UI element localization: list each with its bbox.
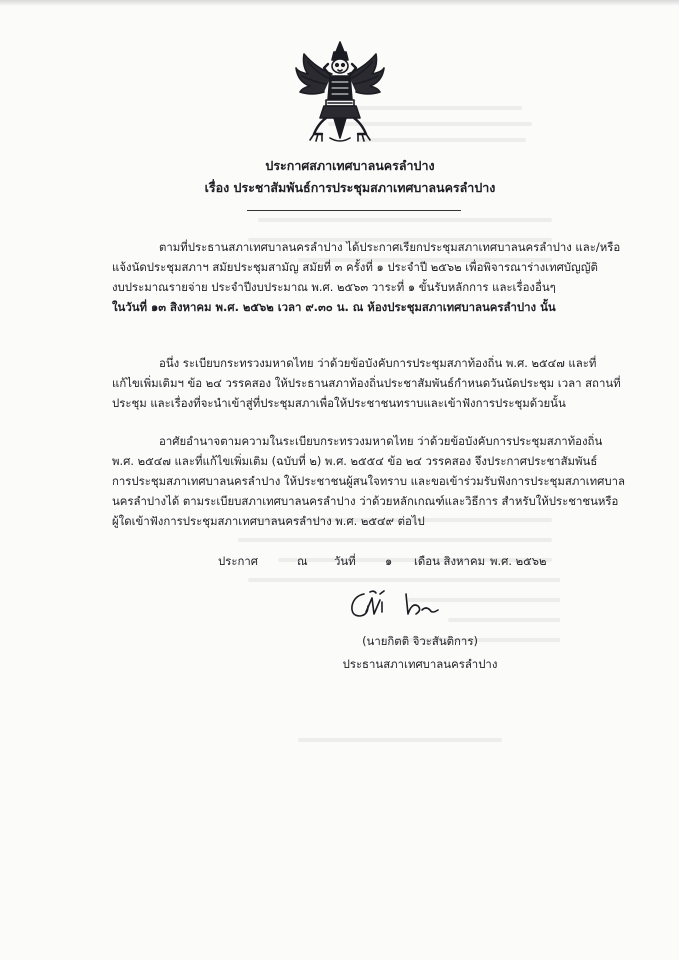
announced-label: ประกาศ	[218, 554, 258, 568]
paragraph-line: ประชุม และเรื่องที่จะนำเข้าสู่ที่ประชุมสภาเพื่อให้ประชาชนทราบและเข้าฟังการประชุมด้วยนั้น	[112, 396, 566, 410]
at-label: ณ	[297, 554, 308, 568]
paragraph-line: อาศัยอำนาจตามความในระเบียบกระทรวงมหาดไทย ว่าด้วยข้อบังคับการประชุมสภาท้องถิ่น	[159, 434, 603, 448]
paragraph-line: อนึ่ง ระเบียบกระทรวงมหาดไทย ว่าด้วยข้อบังคับการประชุมสภาท้องถิ่น พ.ศ. ๒๕๔๗ และที่	[159, 356, 597, 370]
garuda-emblem-icon	[294, 38, 386, 146]
paragraph-line: ตามที่ประธานสภาเทศบาลนครลำปาง ได้ประกาศเรียกประชุมสภาเทศบาลนครลำปาง และ/หรือ	[159, 240, 621, 254]
paragraph-line: นครลำปางได้ ตามระเบียบสภาเทศบาลนครลำปาง ว่าด้วยหลักเกณฑ์และวิธีการ สำหรับให้ประชาชนหรือ	[112, 494, 619, 508]
paragraph-line: ผู้ใดเข้าฟังการประชุมสภาเทศบาลนครลำปาง พ.ศ. ๒๕๔๙ ต่อไป	[112, 514, 425, 528]
announcement-title: ประกาศสภาเทศบาลนครลำปาง	[265, 158, 435, 173]
date-label: วันที่	[334, 554, 356, 568]
scan-edge-shadow	[0, 0, 679, 6]
paragraph-line: การประชุมสภาเทศบาลนครลำปาง ให้ประชาชนผู้สนใจทราบ และขอเข้าร่วมรับฟังการประชุมสภาเทศบาล	[112, 474, 625, 488]
signer-position: ประธานสภาเทศบาลนครลำปาง	[342, 657, 498, 671]
signer-name: (นายกิตติ จิวะสันติการ)	[362, 634, 478, 648]
handwritten-signature	[342, 588, 472, 624]
meeting-datetime-line: ในวันที่ ๑๓ สิงหาคม พ.ศ. ๒๕๖๒ เวลา ๙.๓๐ น. ณ ห้องประชุมสภาเทศบาลนครลำปาง นั้น	[112, 300, 556, 314]
title-underline	[247, 210, 461, 211]
date-month: เดือน สิงหาคม	[414, 554, 486, 568]
date-year: พ.ศ. ๒๕๖๒	[490, 554, 547, 568]
paragraph-line: งบประมาณรายจ่าย ประจำปีงบประมาณ พ.ศ. ๒๕๖๓ วาระที่ ๑ ขั้นรับหลักการ และเรื่องอื่นๆ	[112, 280, 556, 294]
paragraph-line: แก้ไขเพิ่มเติมฯ ข้อ ๒๔ วรรคสอง ให้ประธานสภาท้องถิ่นประชาสัมพันธ์กำหนดวันนัดประชุม เวลา สถานที่	[112, 376, 621, 390]
paragraph-line: แจ้งนัดประชุมสภาฯ สมัยประชุมสามัญ สมัยที่ ๓ ครั้งที่ ๑ ประจำปี ๒๕๖๒ เพื่อพิจารณาร่างเทศบัญญัติ	[112, 260, 598, 274]
paragraph-line: พ.ศ. ๒๕๔๗ และที่แก้ไขเพิ่มเติม (ฉบับที่ ๒) พ.ศ. ๒๕๕๔ ข้อ ๒๔ วรรคสอง จึงประกาศประชาสัมพันธ์	[112, 454, 598, 468]
date-day: ๑	[385, 554, 393, 568]
announcement-subject: เรื่อง ประชาสัมพันธ์การประชุมสภาเทศบาลนครลำปาง	[204, 180, 496, 195]
